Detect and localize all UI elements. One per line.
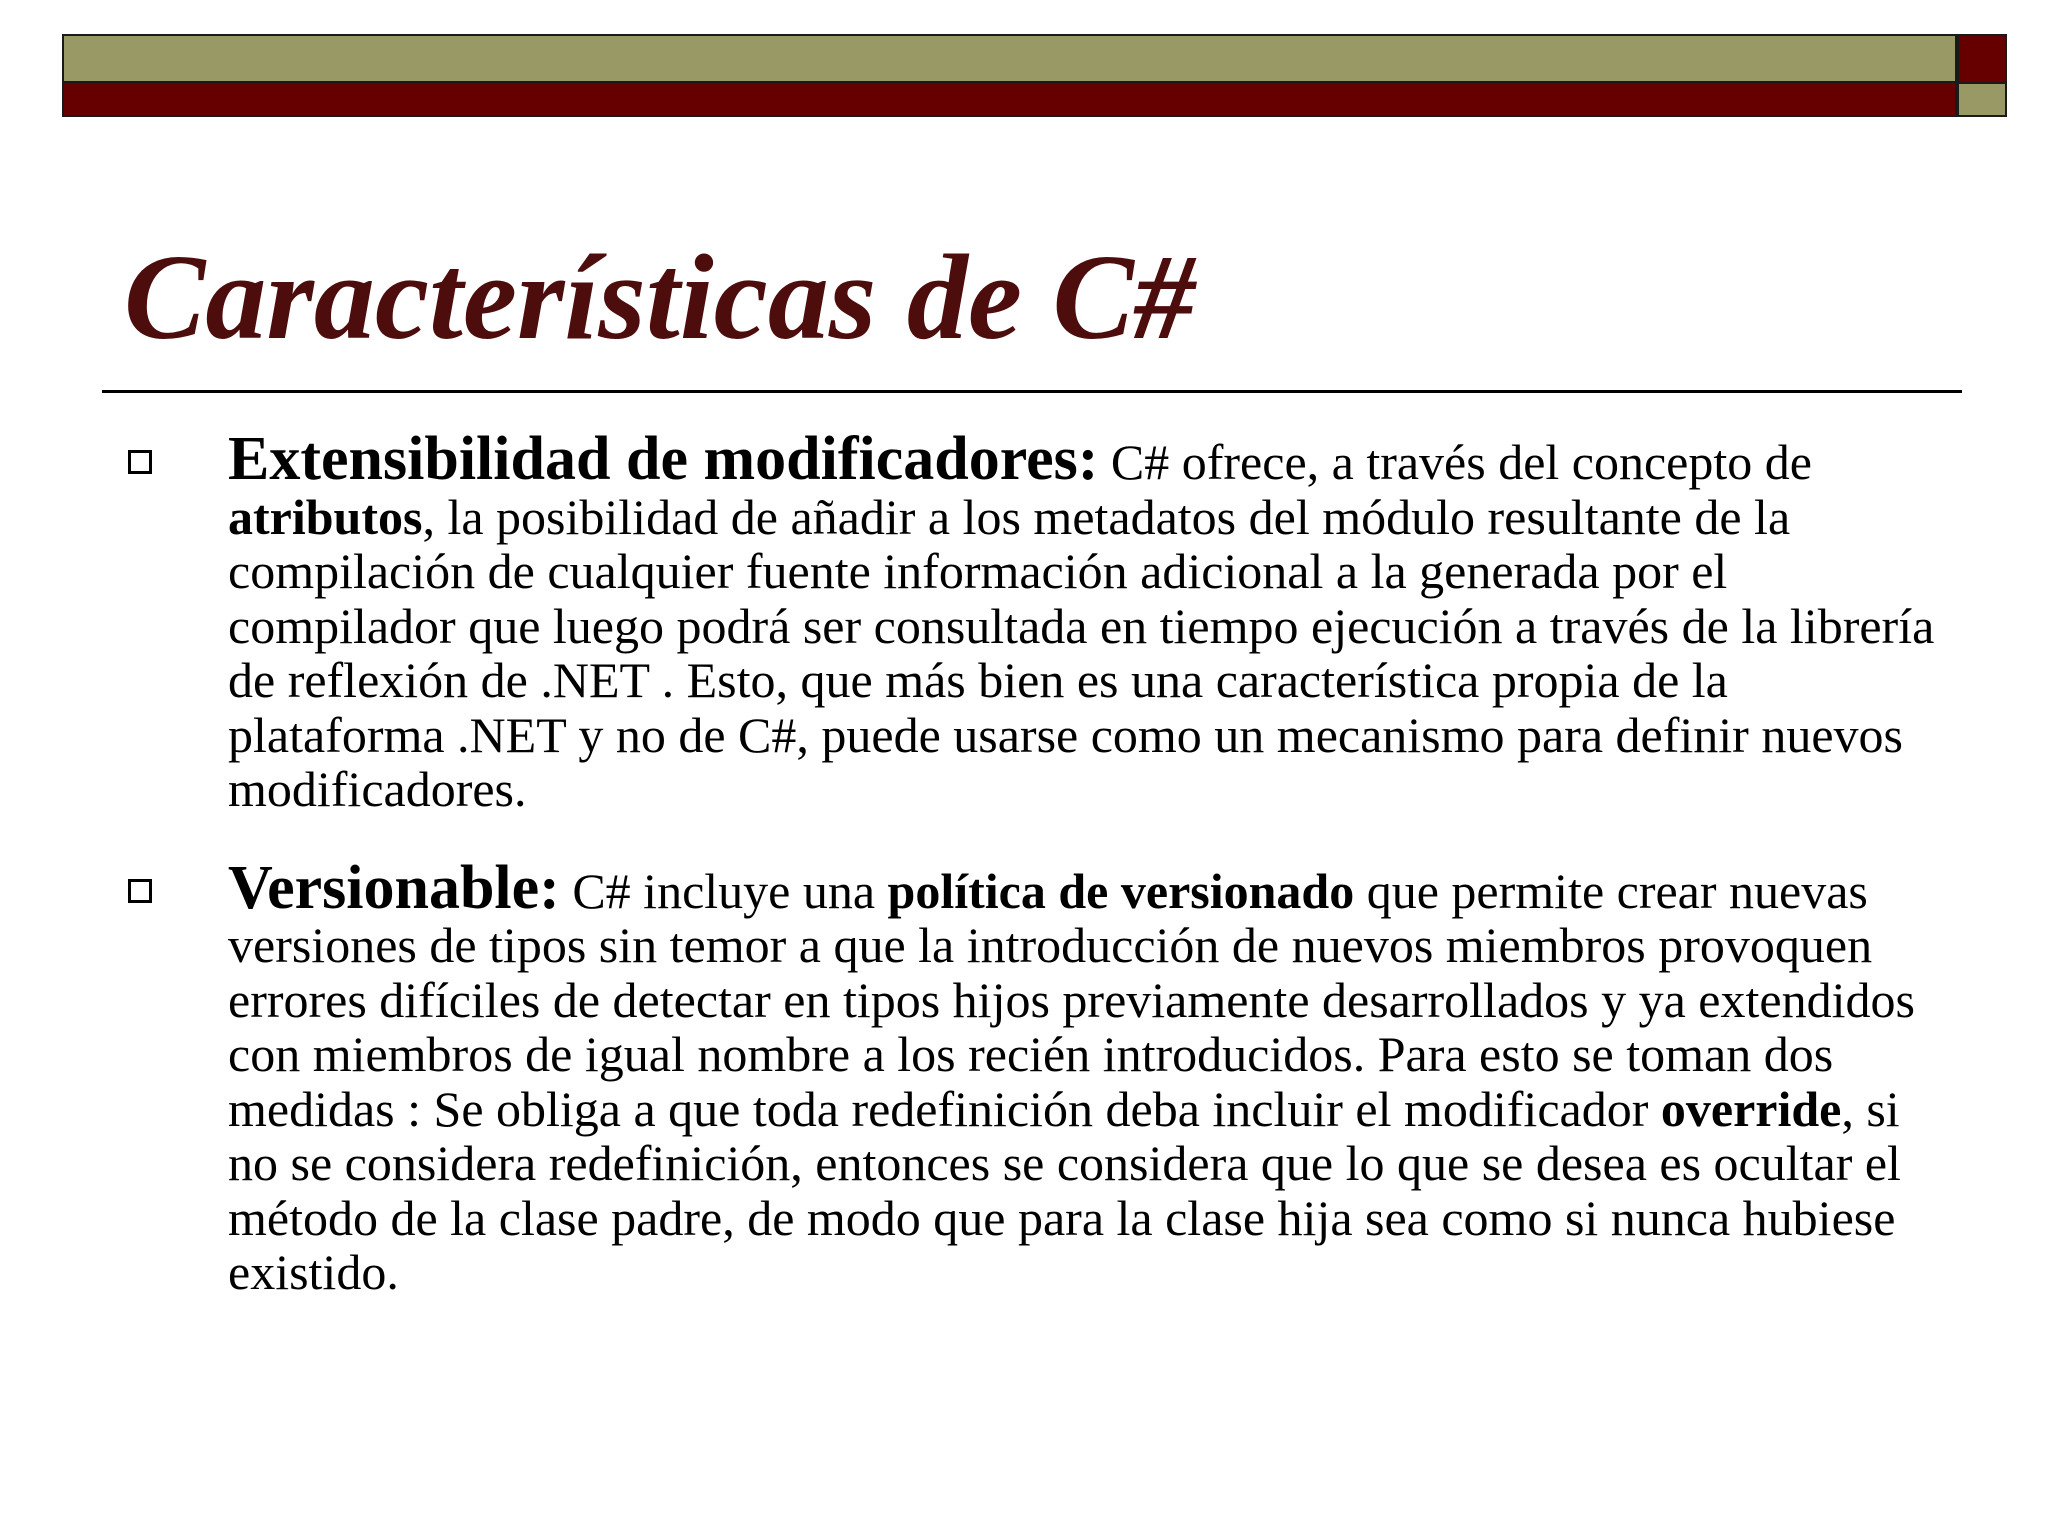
bullet-text: , si no se considera redefinición, entonces se considera que lo que se desea es ocultar el método de la clase padre, de modo que para la clase hija sea como si nunca hubiese existido. [228, 1080, 1901, 1300]
bullet-text: C# ofrece, a través del concepto de [1098, 434, 1812, 490]
bullet-bold-term: política de versionado [887, 862, 1355, 919]
header-bar-olive [62, 34, 1957, 83]
square-bullet-icon [128, 450, 152, 474]
bullet-heading: Extensibilidad de modificadores: [228, 425, 1099, 493]
bullet-heading: Versionable: [228, 853, 560, 922]
square-bullet-icon [128, 879, 152, 903]
header-bar-red [62, 83, 1957, 117]
bullet-text: C# incluye una [559, 862, 888, 919]
bullet-bold-term: atributos [228, 488, 423, 545]
bullet-versionable [124, 853, 1944, 1300]
header-square-olive [1957, 84, 2007, 117]
bullet-text: , la posibilidad de añadir a los metadatos del módulo resultante de la compilación de cualquier fuente información adicional a la generada por el compilador que luego podrá ser consultada en tiempo ejecución a través de la librería de reflexión de .NET . Esto, que más bien es una característica propia de la plataforma .NET y no de C#, puede usarse como un mecanismo para definir nuevos modificadores. [228, 488, 1935, 817]
title-divider [102, 390, 1962, 393]
header-square-red [1957, 34, 2007, 84]
slide-title: Características de C# [124, 230, 1195, 365]
bullet-text: que permite crear nuevas versiones de tipos sin temor a que la introducción de nuevos miembros provoquen errores difíciles de detectar en tipos hijos previamente desarrollados y ya extendidos con miembros de igual nombre a los recién introducidos. Para esto se toman dos medidas : Se obliga a que toda redefinición deba incluir el modificador [228, 862, 1915, 1137]
bullet-list [124, 425, 1944, 1344]
bullet-extensibilidad [124, 425, 1944, 817]
bullet-bold-term: override [1660, 1080, 1842, 1137]
